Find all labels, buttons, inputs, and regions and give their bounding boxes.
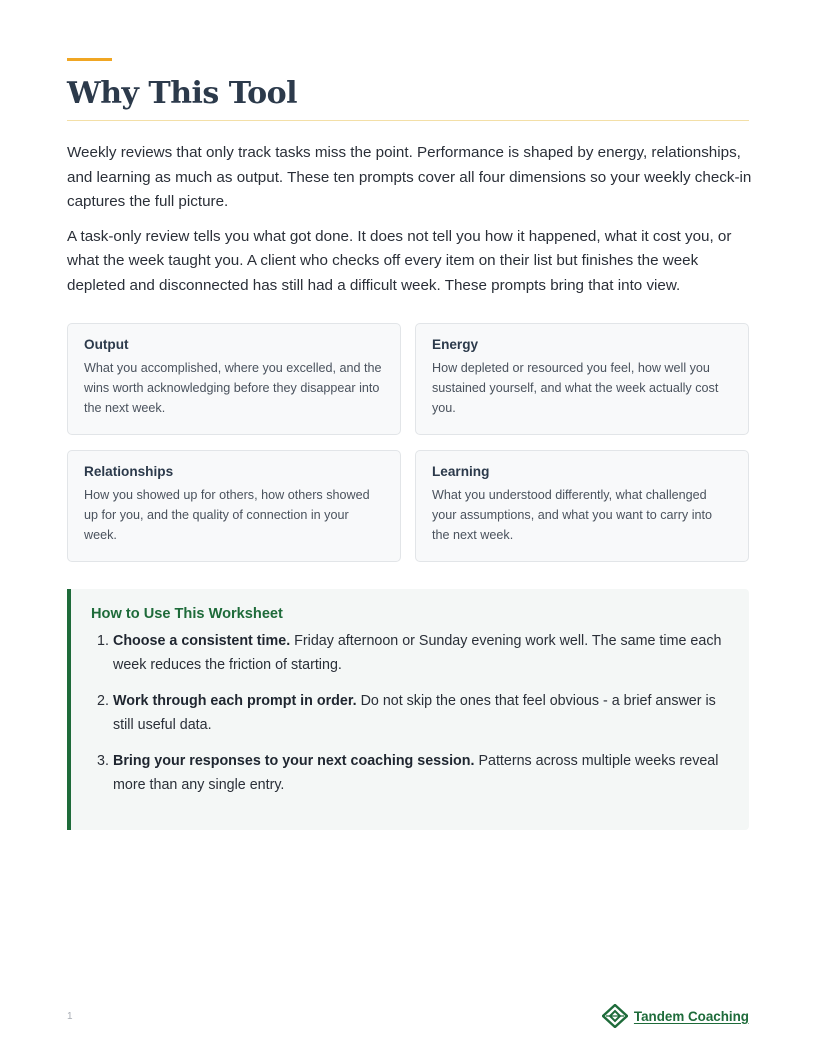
title-divider bbox=[67, 120, 749, 121]
dimension-description: What you understood differently, what challenged your assumptions, and what you want to carry into the next week. bbox=[432, 488, 713, 542]
dimension-description: How depleted or resourced you feel, how well you sustained yourself, and what the week actually cost you. bbox=[432, 361, 719, 415]
step-lead: Bring your responses to your next coaching session. bbox=[113, 753, 475, 769]
how-to-steps bbox=[91, 630, 729, 797]
how-to-callout bbox=[67, 589, 749, 830]
dimension-title: Relationships bbox=[84, 464, 174, 479]
step-number: 2. bbox=[97, 693, 109, 709]
step-lead: Work through each prompt in order. bbox=[113, 693, 357, 709]
how-to-step bbox=[91, 750, 729, 797]
step-lead: Choose a consistent time. bbox=[113, 633, 291, 649]
step-text: Patterns across multiple weeks reveal more than any single entry. bbox=[113, 753, 719, 793]
brand-logo bbox=[602, 1004, 749, 1028]
step-text: Do not skip the ones that feel obvious - a brief answer is still useful data. bbox=[113, 693, 716, 733]
dimension-title: Energy bbox=[432, 337, 479, 352]
dimension-title: Learning bbox=[432, 464, 490, 479]
dimensions-grid bbox=[67, 323, 749, 562]
step-number: 3. bbox=[97, 753, 109, 769]
title-accent-bar bbox=[67, 58, 112, 61]
how-to-step bbox=[91, 690, 729, 737]
page-number: 1 bbox=[67, 1011, 73, 1022]
step-number: 1. bbox=[97, 633, 109, 649]
dimension-title: Output bbox=[84, 337, 129, 352]
how-to-title: How to Use This Worksheet bbox=[91, 606, 283, 622]
brand-name: Tandem Coaching bbox=[633, 1008, 749, 1024]
dimension-description: What you accomplished, where you excelled, and the wins worth acknowledging before they disappear into the next week. bbox=[84, 361, 382, 415]
dimension-card-relationships bbox=[67, 450, 401, 562]
dimension-card-output bbox=[67, 323, 401, 435]
diamond-logo-icon bbox=[602, 1004, 628, 1028]
dimension-card-learning bbox=[415, 450, 749, 562]
intro-paragraph: Weekly reviews that only track tasks miss the point. Performance is shaped by energy, relationships, and learning as much as output. These ten prompts cover all four dimensions so your weekly check-in captures the full picture. bbox=[67, 144, 752, 211]
intro-section bbox=[67, 141, 752, 309]
intro-paragraph: A task-only review tells you what got done. It does not tell you how it happened, what it cost you, or what the week taught you. A client who checks off every item on their list but finishes the week depleted and disconnected has still had a difficult week. These prompts bring that into view. bbox=[67, 227, 732, 294]
step-text: Friday afternoon or Sunday evening work well. The same time each week reduces the friction of starting. bbox=[113, 633, 722, 673]
how-to-step bbox=[91, 630, 729, 677]
dimension-description: How you showed up for others, how others showed up for you, and the quality of connection in your week. bbox=[84, 488, 370, 542]
dimension-card-energy bbox=[415, 323, 749, 435]
page-title: Why This Tool bbox=[67, 76, 298, 111]
